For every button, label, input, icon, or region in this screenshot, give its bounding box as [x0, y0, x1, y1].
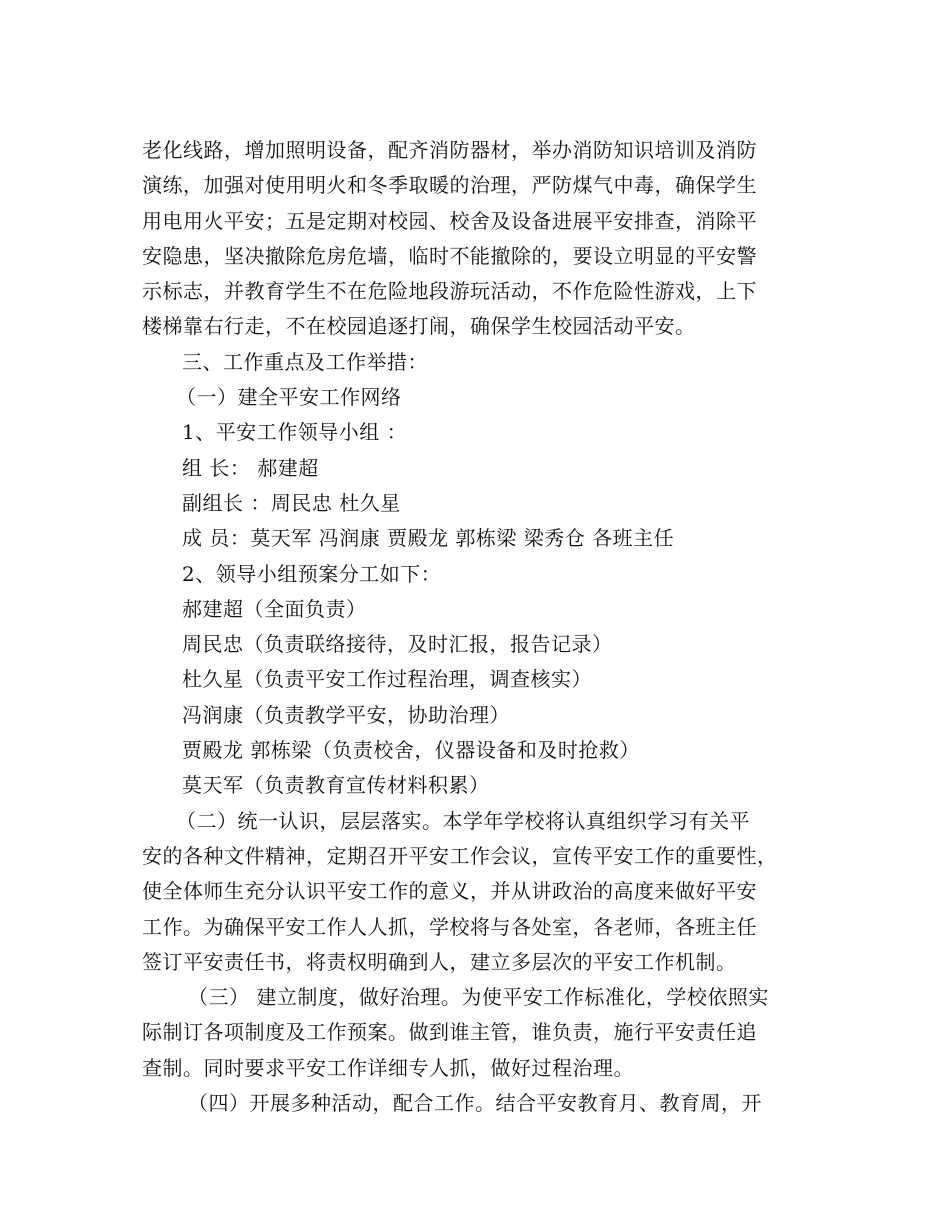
- text-line: 示标志，并教育学生不在危险地段游玩活动，不作危险性游戏，上下: [142, 279, 757, 304]
- text-line: 签订平安责任书，将责权明确到人，建立多层次的平安工作机制。: [142, 949, 737, 974]
- document-body: [142, 133, 822, 1121]
- text-line: 安的各种文件精神，定期召开平安工作会议，宣传平安工作的重要性，: [142, 843, 778, 868]
- text-line: 2、领导小组预案分工如下：: [182, 561, 442, 586]
- text-line: 查制。同时要求平安工作详细专人抓，做好过程治理。: [142, 1055, 634, 1080]
- text-line: 用电用火平安；五是定期对校园、校舍及设备进展平安排查，消除平: [142, 208, 757, 233]
- text-line: 贾殿龙 郭栋梁（负责校舍，仪器设备和及时抢救）: [182, 738, 640, 763]
- text-line: 楼梯靠右行走，不在校园追逐打闹，确保学生校园活动平安。: [142, 314, 696, 339]
- text-line: 郝建超（全面负责）: [182, 596, 367, 621]
- text-line: （三） 建立制度，做好治理。为使平安工作标准化，学校依照实: [188, 985, 769, 1010]
- text-line: 1、平安工作领导小组 ：: [182, 420, 408, 445]
- text-line: 安隐患，坚决撤除危房危墙，临时不能撤除的，要设立明显的平安警: [142, 243, 757, 268]
- text-line: 杜久星（负责平安工作过程治理，调查核实）: [182, 667, 592, 692]
- text-line: （二）统一认识，层层落实。本学年学校将认真组织学习有关平: [176, 808, 750, 833]
- text-line: （四）开展多种活动，配合工作。结合平安教育月、教育周，开: [188, 1091, 762, 1116]
- text-line: 副组长 ：周民忠 杜久星: [182, 490, 401, 515]
- text-line: 组 长： 郝建超: [182, 455, 319, 480]
- text-line: 冯润康（负责教学平安，协助治理）: [182, 702, 510, 727]
- text-line: 际制订各项制度及工作预案。做到谁主管，谁负责，施行平安责任追: [142, 1020, 757, 1045]
- text-line: 周民忠（负责联络接待，及时汇报，报告记录）: [182, 632, 613, 657]
- text-line: 工作。为确保平安工作人人抓，学校将与各处室，各老师，各班主任: [142, 914, 757, 939]
- text-line: 莫天军（负责教育宣传材料积累）: [182, 773, 490, 798]
- text-line: 老化线路，增加照明设备，配齐消防器材，举办消防知识培训及消防: [142, 138, 757, 162]
- text-line: （一）建全平安工作网络: [176, 385, 402, 410]
- text-line: 使全体师生充分认识平安工作的意义，并从讲政治的高度来做好平安: [142, 879, 757, 904]
- text-line: 三、工作重点及工作举措：: [182, 349, 428, 374]
- text-line: 成 员：莫天军 冯润康 贾殿龙 郭栋梁 梁秀仓 各班主任: [182, 526, 675, 551]
- text-line: 演练，加强对使用明火和冬季取暖的治理，严防煤气中毒，确保学生: [142, 173, 757, 198]
